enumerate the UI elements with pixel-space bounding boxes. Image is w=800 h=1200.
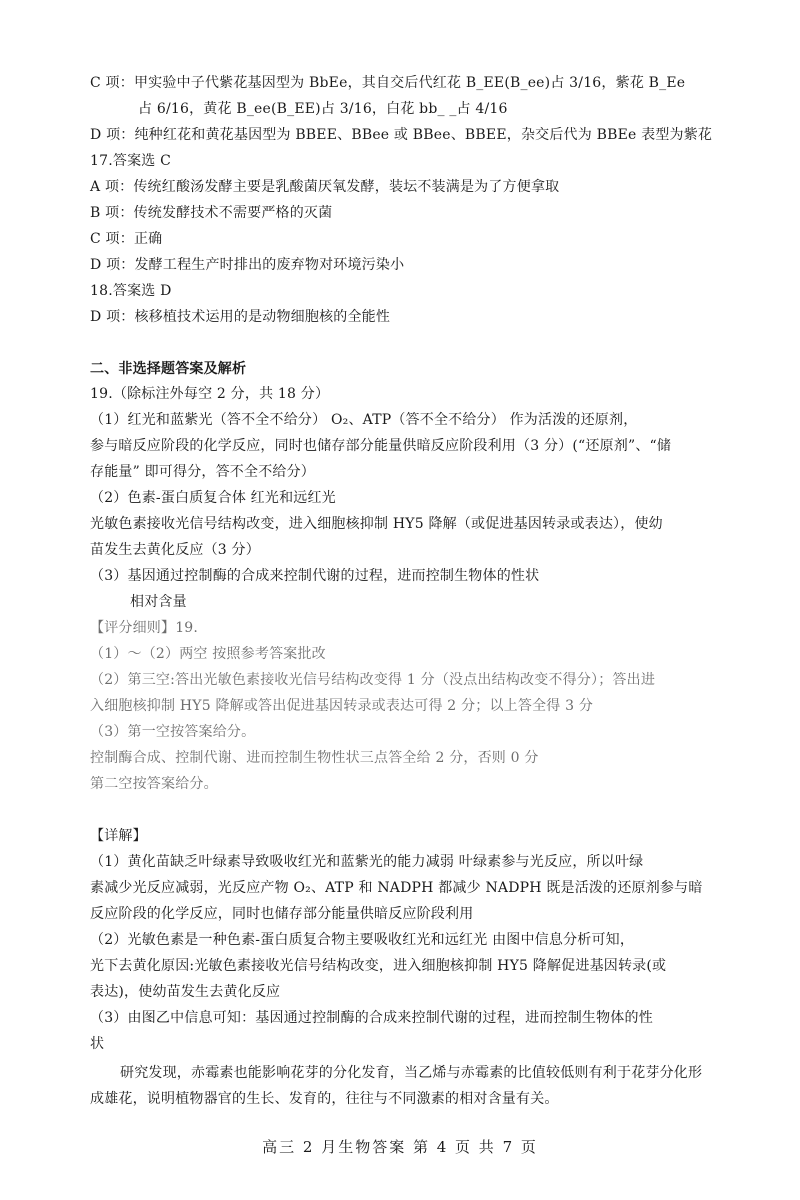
text-line: （2）光敏色素是一种色素-蛋白质复合物主要吸收红光和远红光 由图中信息分析可知， bbox=[90, 932, 635, 948]
text-line: 素减少光反应减弱，光反应产物 O₂、ATP 和 NADPH 都减少 NADPH 既是活泼的还原剂参与暗 bbox=[90, 880, 703, 896]
grading-line: 控制酶合成、控制代谢、进而控制生物性状三点答全给 2 分，否则 0 分 bbox=[90, 750, 539, 766]
text-line: C 项：正确 bbox=[90, 231, 163, 247]
text-line: D 项：纯种红花和黄花基因型为 BBEE、BBee 或 BBee、BBEE，杂交后代为 BBEe 表型为紫花 bbox=[90, 127, 713, 143]
answer-number: 18.答案选 D bbox=[90, 283, 172, 299]
text-line: C 项：甲实验中子代紫花基因型为 BbEe，其自交后代红花 B_EE(B_ee)占 3/16，紫花 B_Ee bbox=[90, 75, 686, 91]
text-line: D 项：发酵工程生产时排出的废弃物对环境污染小 bbox=[90, 257, 405, 273]
grading-line: （1）～（2）两空 按照参考答案批改 bbox=[90, 646, 326, 662]
research-paragraph: 研究发现，赤霉素也能影响花芽的分化发育，当乙烯与赤霉素的比值较低则有利于花芽分化形成雄花，说明植物器官的生长、发育的，往往与不同激素的相对含量有关。 bbox=[90, 1065, 703, 1107]
text-line: 表达)，使幼苗发生去黄化反应 bbox=[90, 984, 281, 1000]
text-line: （1）红光和蓝紫光（答不全不给分） O₂、ATP（答不全不给分） 作为活泼的还原剂， bbox=[90, 412, 638, 428]
text-line: 光下去黄化原因:光敏色素接收光信号结构改变，进入细胞核抑制 HY5 降解促进基因转录(或 bbox=[90, 958, 667, 974]
text-line: A 项：传统红酸汤发酵主要是乳酸菌厌氧发酵，装坛不装满是为了方便拿取 bbox=[90, 179, 560, 195]
grading-heading: 【评分细则】19. bbox=[90, 620, 199, 636]
text-line: 19.（除标注外每空 2 分，共 18 分） bbox=[90, 386, 330, 402]
text-line: B 项：传统发酵技术不需要严格的灭菌 bbox=[90, 205, 333, 221]
text-line: 占 6/16，黄花 B_ee(B_EE)占 3/16，白花 bb_ _占 4/16 bbox=[138, 101, 508, 117]
grading-line: 入细胞核抑制 HY5 降解或答出促进基因转录或表达可得 2 分；以上答全得 3 分 bbox=[90, 698, 594, 714]
text-line: （3）基因通过控制酶的合成来控制代谢的过程，进而控制生物体的性状 bbox=[90, 568, 540, 584]
text-line: （3）由图乙中信息可知：基因通过控制酶的合成来控制代谢的过程，进而控制生物体的性 bbox=[90, 1010, 653, 1026]
text-line: D 项：核移植技术运用的是动物细胞核的全能性 bbox=[90, 309, 391, 325]
text-line: 存能量” 即可得分，答不全不给分） bbox=[90, 464, 316, 480]
text-line: （2）色素-蛋白质复合体 红光和远红光 bbox=[90, 490, 336, 506]
text-line: 反应阶段的化学反应，同时也储存部分能量供暗反应阶段利用 bbox=[90, 906, 474, 922]
text-line: 光敏色素接收光信号结构改变，进入细胞核抑制 HY5 降解（或促进基因转录或表达），使幼 bbox=[90, 516, 663, 532]
section-heading: 二、非选择题答案及解析 bbox=[90, 361, 247, 377]
grading-line: （3）第一空按答案给分。 bbox=[90, 724, 256, 740]
text-line: 状 bbox=[90, 1036, 105, 1052]
grading-line: 第二空按答案给分。 bbox=[90, 776, 218, 792]
page-footer: 高三 2 月生物答案 第 4 页 共 7 页 bbox=[262, 1138, 538, 1156]
text-line: 相对含量 bbox=[130, 594, 187, 610]
detail-heading: 【详解】 bbox=[90, 828, 147, 844]
answer-number: 17.答案选 C bbox=[90, 153, 172, 169]
text-line: 参与暗反应阶段的化学反应，同时也储存部分能量供暗反应阶段利用（3 分）(“还原剂”、“储 bbox=[90, 438, 672, 454]
text-line: 苗发生去黄化反应（3 分） bbox=[90, 542, 260, 558]
text-line: （1）黄化苗缺乏叶绿素导致吸收红光和蓝紫光的能力减弱 叶绿素参与光反应，所以叶绿 bbox=[90, 854, 644, 870]
grading-line: （2）第三空:答出光敏色素接收光信号结构改变得 1 分（没点出结构改变不得分）；答出进 bbox=[90, 672, 656, 688]
